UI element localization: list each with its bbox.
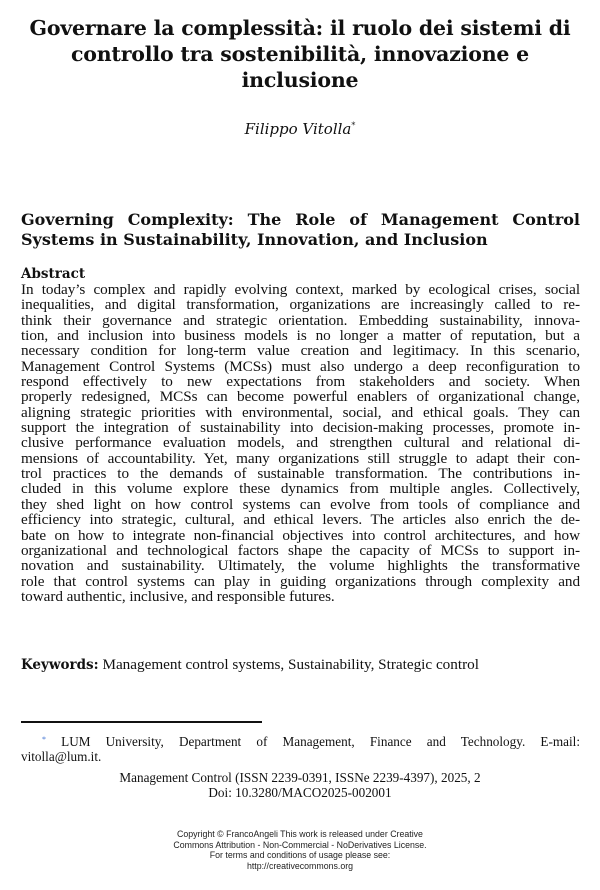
footnote-marker-link[interactable]: * [42,735,46,744]
keywords-value: Management control systems, Sustainability, Strategic control [98,656,479,673]
copyright-notice [0,829,600,871]
footnote-line [21,733,580,750]
abstract-line: Management Control Systems (MCSs) must also undergo a deep reconfiguration to [21,357,580,375]
english-title-line: Systems in Sustainability, Innovation, and Inclusion [21,230,488,249]
abstract-line: novation and sustainability. Ultimately, the volume highlights the transformative [21,557,580,575]
abstract-line: role that control systems can play in guiding organizations through complexity and [21,572,580,590]
abstract-line: efficiency into strategic, cultural, and ethical levers. The articles also enrich the de- [21,511,580,529]
abstract-line: properly redesigned, MCSs can become powerful enablers of organizational change, [21,388,580,406]
italian-title [20,15,580,93]
keywords [21,656,479,674]
italian-title-line: inclusione [241,68,359,92]
keywords-label: Keywords: [21,657,99,673]
abstract-line: toward authentic, inclusive, and responsible futures. [21,587,335,605]
journal-doi: Doi: 10.3280/MACO2025-002001 [208,785,392,800]
footnote-divider [21,721,262,723]
journal-citation: Management Control (ISSN 2239-0391, ISSNe 2239-4397), 2025, 2 [119,770,481,785]
abstract-line: think their governance and strategic orientation. Embedding sustainability, innova- [21,311,580,329]
abstract-line: trol practices to the demands of sustainable transformation. The contributions in- [21,465,580,483]
abstract-line: aligning strategic priorities with environmental, social, and ethical goals. They can [21,403,580,421]
copyright-line: Copyright © FrancoAngeli This work is released under Creative [177,829,423,839]
abstract-line: they shed light on how control systems can evolve from tools of compliance and [21,495,580,513]
english-title-line: Governing Complexity: The Role of Management Control [21,210,580,229]
abstract-line: clusive performance evaluation models, and strengthen cultural and relational di- [21,434,580,452]
abstract-line: organizational and technological factors shape the capacity of MCSs to support in- [21,541,580,559]
abstract-line: support the integration of sustainability into decision-making processes, promote in- [21,419,580,437]
author-line [0,117,600,138]
abstract-heading: Abstract [21,266,86,282]
author-footnote [21,733,580,764]
footnote-email: vitolla@lum.it. [21,748,102,764]
abstract-line: necessary condition for long-term value creation and legitimacy. In this scenario, [21,342,580,360]
italian-title-line: Governare la complessità: il ruolo dei sistemi di [29,16,571,40]
abstract-body [21,282,580,604]
abstract-line: mensions of accountability. Yet, many organizations still struggle to adapt their con- [21,449,580,467]
english-title [21,210,580,250]
copyright-line: For terms and conditions of usage please see: [209,850,391,861]
footnote-affiliation: LUM University, Department of Management, Finance and Technology. E-mail: [46,734,580,749]
author-footnote-link[interactable]: * [351,121,356,130]
abstract-line: bate on how to integrate non-financial objectives into control architectures, and how [21,526,580,544]
abstract-line: tion, and inclusion into business models is no longer a matter of reputation, but a [21,327,580,345]
copyright-line: Commons Attribution - Non-Commercial - NoDerivatives License. [173,839,427,850]
abstract-line: In today’s complex and rapidly evolving context, marked by ecological crises, social [21,281,580,298]
italian-title-line: controllo tra sostenibilità, innovazione e [70,42,530,66]
abstract-line: inequalities, and digital transformation, organizations are increasingly called to re- [21,296,580,314]
author-name: Filippo Vitolla [244,120,352,138]
abstract-line: respond effectively to new expectations from stakeholders and society. When [21,373,580,391]
copyright-url-link[interactable]: http://creativecommons.org [246,860,354,871]
abstract-line: cluded in this volume explore these dynamics from multiple angles. Collectively, [21,480,580,498]
journal-info [0,770,600,800]
